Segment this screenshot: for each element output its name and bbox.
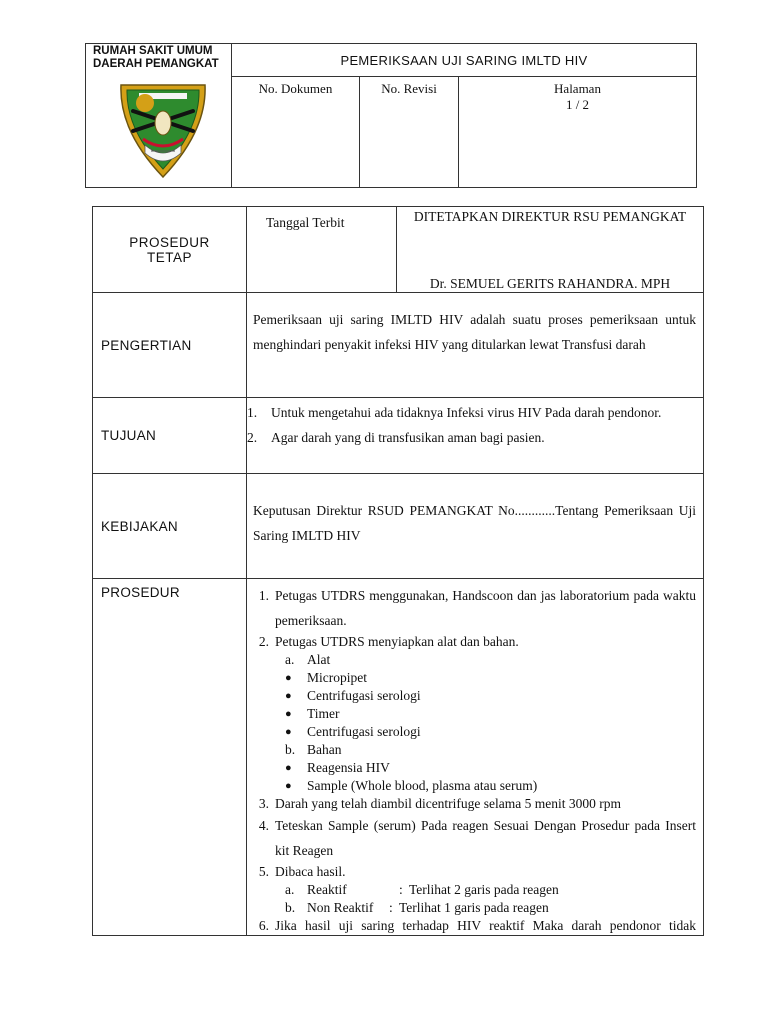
list-text: Untuk mengetahui ada tidaknya Infeksi virus HIV Pada darah pendonor. bbox=[271, 405, 662, 420]
list-item bbox=[281, 777, 696, 795]
hasil-colon: : bbox=[399, 882, 403, 897]
hasil-value: Terlihat 2 garis pada reagen bbox=[409, 882, 559, 897]
list-item bbox=[281, 705, 696, 723]
procedure-step bbox=[258, 583, 696, 633]
list-number: 1. bbox=[247, 405, 258, 420]
kebijakan-text: Keputusan Direktur RSUD PEMANGKAT No............Tentang Pemeriksaan Uji Saring IMLTD HIV bbox=[253, 503, 696, 543]
list-item bbox=[281, 759, 696, 777]
procedure-step bbox=[258, 795, 696, 813]
step-number: 2. bbox=[258, 634, 269, 649]
sub-text: Bahan bbox=[307, 742, 342, 757]
bullet-icon: ● bbox=[285, 726, 292, 738]
tanggal-terbit-cell bbox=[247, 207, 397, 293]
ditetapkan-label: DITETAPKAN DIREKTUR RSU PEMANGKAT bbox=[413, 209, 687, 224]
step-number: 5. bbox=[258, 864, 269, 879]
sub-text: Alat bbox=[307, 652, 331, 667]
list-item bbox=[247, 400, 696, 425]
sub-text: Micropipet bbox=[307, 670, 367, 685]
step-text: Teteskan Sample (serum) Pada reagen Sesuai Dengan Prosedur pada Insert kit Reagen bbox=[275, 818, 696, 858]
document-header bbox=[85, 43, 697, 188]
hospital-logo-icon bbox=[115, 81, 211, 181]
list-item bbox=[247, 425, 696, 450]
tanggal-terbit-label: Tanggal Terbit bbox=[266, 215, 345, 230]
no-dokumen-cell bbox=[232, 77, 360, 188]
sub-text: Timer bbox=[307, 706, 340, 721]
procedure-step bbox=[258, 863, 696, 881]
alat-bahan-list bbox=[275, 651, 696, 795]
list-item bbox=[281, 741, 696, 759]
sub-text: Sample (Whole blood, plasma atau serum) bbox=[307, 778, 538, 793]
halaman-label: Halaman bbox=[554, 81, 601, 96]
pengertian-content bbox=[247, 293, 704, 398]
procedure-step bbox=[258, 917, 696, 935]
ditetapkan-cell bbox=[397, 207, 704, 293]
tujuan-content bbox=[247, 398, 704, 474]
step-number: 3. bbox=[258, 796, 269, 811]
prosedur-content bbox=[247, 579, 704, 936]
pengertian-label: PENGERTIAN bbox=[93, 293, 247, 398]
bullet-icon: ● bbox=[285, 780, 292, 792]
list-text: Agar darah yang di transfusikan aman bagi pasien. bbox=[271, 430, 545, 445]
step-text: Jika hasil uji saring terhadap HIV reaktif Maka darah pendonor tidak bbox=[275, 918, 696, 933]
sub-marker: b. bbox=[285, 742, 296, 757]
document-title: PEMERIKSAAN UJI SARING IMLTD HIV bbox=[232, 44, 697, 77]
step-text: Petugas UTDRS menyiapkan alat dan bahan. bbox=[275, 634, 519, 649]
tujuan-list bbox=[247, 400, 696, 450]
hasil-value: Terlihat 1 garis pada reagen bbox=[399, 900, 549, 915]
list-item bbox=[281, 723, 696, 741]
halaman-value: 1 / 2 bbox=[565, 97, 590, 112]
halaman-cell bbox=[459, 77, 697, 188]
list-item bbox=[281, 687, 696, 705]
tujuan-label: TUJUAN bbox=[93, 398, 247, 474]
sop-table bbox=[92, 206, 704, 936]
hasil-list bbox=[275, 881, 696, 917]
sub-marker: a. bbox=[285, 882, 295, 897]
step-number: 6. bbox=[258, 918, 269, 933]
prosedur-label: PROSEDUR bbox=[93, 579, 247, 936]
procedure-step bbox=[258, 633, 696, 651]
hasil-colon: : bbox=[389, 900, 393, 915]
list-number: 2. bbox=[247, 430, 258, 445]
step-number: 1. bbox=[258, 588, 269, 603]
no-dokumen-label: No. Dokumen bbox=[258, 81, 333, 96]
list-item bbox=[281, 651, 696, 669]
hasil-label: Reaktif bbox=[307, 882, 347, 897]
sub-marker: a. bbox=[285, 652, 295, 667]
sub-text: Centrifugasi serologi bbox=[307, 724, 421, 739]
bullet-icon: ● bbox=[285, 762, 292, 774]
procedure-step bbox=[258, 813, 696, 863]
kebijakan-label: KEBIJAKAN bbox=[93, 474, 247, 579]
bullet-icon: ● bbox=[285, 708, 292, 720]
pengertian-text: Pemeriksaan uji saring IMLTD HIV adalah suatu proses pemeriksaan untuk menghindari penyakit infeksi HIV yang ditularkan lewat Transfusi darah bbox=[253, 312, 696, 352]
prosedur-tetap-label: PROSEDUR TETAP bbox=[93, 207, 247, 293]
no-revisi-label: No. Revisi bbox=[381, 81, 437, 96]
no-revisi-cell bbox=[360, 77, 459, 188]
sub-text: Centrifugasi serologi bbox=[307, 688, 421, 703]
sub-marker: b. bbox=[285, 900, 296, 915]
logo-cell bbox=[86, 44, 232, 188]
bullet-icon: ● bbox=[285, 672, 292, 684]
hospital-name: RUMAH SAKIT UMUM DAERAH PEMANGKAT bbox=[93, 45, 219, 70]
direktur-name: Dr. SEMUEL GERITS RAHANDRA. MPH bbox=[429, 276, 671, 291]
step-text: Darah yang telah diambil dicentrifuge selama 5 menit 3000 rpm bbox=[275, 796, 622, 811]
list-item bbox=[281, 669, 696, 687]
step-text: Dibaca hasil. bbox=[275, 864, 346, 879]
kebijakan-content bbox=[247, 474, 704, 579]
hasil-label: Non Reaktif bbox=[307, 900, 374, 915]
step-text: Petugas UTDRS menggunakan, Handscoon dan jas laboratorium pada waktu pemeriksaan. bbox=[275, 588, 696, 628]
list-item bbox=[281, 881, 696, 899]
sub-text: Reagensia HIV bbox=[307, 760, 390, 775]
bullet-icon: ● bbox=[285, 690, 292, 702]
list-item bbox=[281, 899, 696, 917]
step-number: 4. bbox=[258, 818, 269, 833]
